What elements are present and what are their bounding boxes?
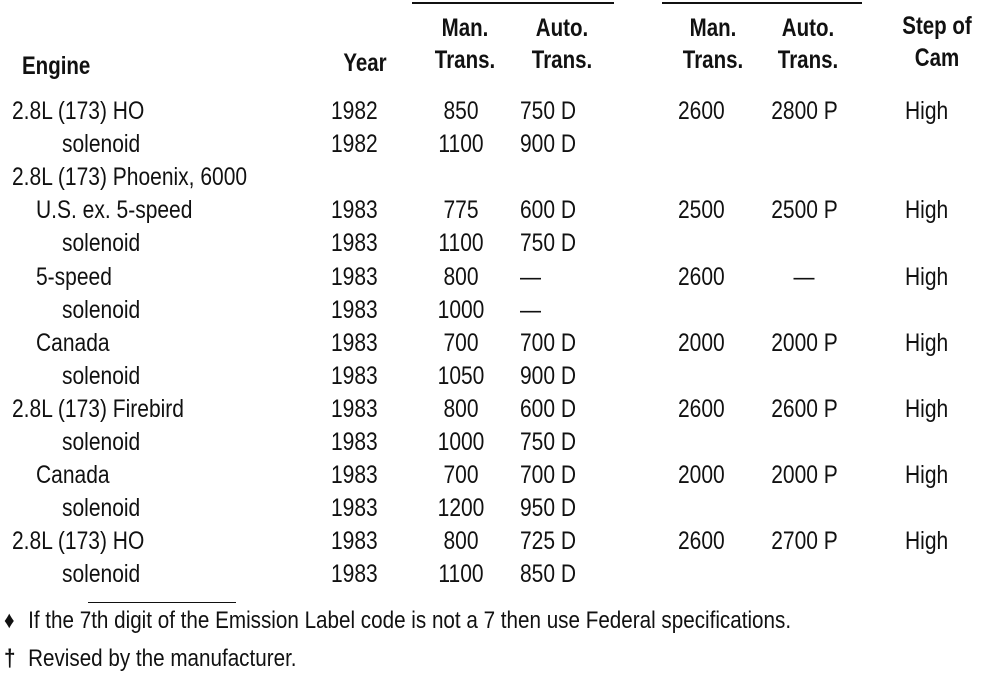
cell-step-of-cam: High <box>905 97 949 125</box>
cell-year: 1983 <box>331 428 378 456</box>
header-auto-trans-1-line1: Auto. <box>535 14 589 42</box>
cell-auto-trans-2: 2600 P <box>771 395 838 423</box>
cell-engine: solenoid <box>62 428 141 456</box>
cell-man-trans-1: 1000 <box>437 296 485 324</box>
cell-auto-trans-1: 700 D <box>520 329 577 357</box>
cell-auto-trans-1: 700 D <box>520 461 577 489</box>
cell-man-trans-2: 2600 <box>678 97 725 125</box>
header-man-trans-1 <box>428 12 502 76</box>
cell-man-trans-1: 800 <box>443 395 479 423</box>
cell-year: 1983 <box>331 362 378 390</box>
cell-year: 1983 <box>331 560 378 588</box>
cell-engine: solenoid <box>62 296 141 324</box>
header-auto-trans-1 <box>524 12 599 76</box>
cell-man-trans-1: 1100 <box>438 130 484 158</box>
header-step-of-cam <box>892 10 982 74</box>
cell-man-trans-1: 1000 <box>437 428 485 456</box>
cell-engine: Canada <box>36 461 110 489</box>
cell-man-trans-1: 1100 <box>438 560 484 588</box>
cell-auto-trans-1: 600 D <box>520 395 577 423</box>
cell-auto-trans-2: 2700 P <box>771 527 838 555</box>
footnote-revised <box>4 644 297 674</box>
diamond-icon: ♦ <box>4 607 15 634</box>
cell-auto-trans-2: — <box>793 263 815 291</box>
cell-auto-trans-1: 750 D <box>520 428 577 456</box>
header-auto-trans-2-line1: Auto. <box>781 14 835 42</box>
header-man-trans-2-line2: Trans. <box>682 46 744 74</box>
cell-engine: U.S. ex. 5-speed <box>36 196 193 224</box>
cell-man-trans-1: 1100 <box>438 229 484 257</box>
cell-man-trans-1: 775 <box>443 196 479 224</box>
cell-auto-trans-1: 725 D <box>520 527 577 555</box>
header-engine: Engine <box>22 52 91 80</box>
header-man-trans-1-line2: Trans. <box>434 46 496 74</box>
cell-man-trans-1: 1200 <box>437 494 485 522</box>
cell-engine: 5-speed <box>36 263 112 291</box>
dagger-icon: † <box>4 645 16 672</box>
cell-man-trans-1: 800 <box>443 527 479 555</box>
header-rule-group-2 <box>662 2 862 4</box>
cell-man-trans-1: 850 <box>443 97 479 125</box>
footnote-federal <box>4 606 791 636</box>
cell-step-of-cam: High <box>905 329 949 357</box>
cell-year: 1983 <box>331 229 378 257</box>
cell-man-trans-2: 2600 <box>678 395 725 423</box>
cell-auto-trans-2: 2500 P <box>771 196 838 224</box>
cell-year: 1983 <box>331 494 378 522</box>
cell-step-of-cam: High <box>905 461 949 489</box>
cell-man-trans-2: 2500 <box>678 196 725 224</box>
cell-auto-trans-2: 2000 P <box>771 329 838 357</box>
footnote-revised-text: Revised by the manufacturer. <box>28 645 297 672</box>
footnote-rule <box>88 602 236 603</box>
cell-man-trans-2: 2000 <box>678 461 725 489</box>
cell-auto-trans-1: — <box>520 263 541 291</box>
cell-auto-trans-1: — <box>520 296 541 324</box>
cell-engine: Canada <box>36 329 110 357</box>
cell-year: 1983 <box>331 329 378 357</box>
header-auto-trans-2 <box>770 12 845 76</box>
cell-step-of-cam: High <box>905 395 949 423</box>
cell-engine: 2.8L (173) HO <box>12 527 145 555</box>
header-man-trans-2 <box>676 12 750 76</box>
header-auto-trans-1-line2: Trans. <box>531 46 593 74</box>
cell-man-trans-1: 1050 <box>437 362 485 390</box>
cell-auto-trans-1: 850 D <box>520 560 577 588</box>
cell-engine: solenoid <box>62 362 141 390</box>
cell-year: 1983 <box>331 527 378 555</box>
cell-engine: 2.8L (173) Phoenix, 6000 <box>12 163 248 191</box>
header-step-of-cam-line2: Cam <box>914 44 960 72</box>
cell-engine: 2.8L (173) Firebird <box>12 395 184 423</box>
cell-step-of-cam: High <box>905 527 949 555</box>
cell-year: 1983 <box>331 461 378 489</box>
cell-man-trans-2: 2000 <box>678 329 725 357</box>
cell-man-trans-2: 2600 <box>678 263 725 291</box>
cell-auto-trans-2: 2000 P <box>771 461 838 489</box>
cell-year: 1982 <box>331 130 378 158</box>
cell-year: 1982 <box>331 97 378 125</box>
cell-auto-trans-1: 600 D <box>520 196 577 224</box>
cell-engine: solenoid <box>62 494 141 522</box>
header-man-trans-2-line1: Man. <box>689 14 737 42</box>
header-step-of-cam-line1: Step of <box>902 12 972 40</box>
cell-auto-trans-1: 750 D <box>520 97 577 125</box>
header-man-trans-1-line1: Man. <box>441 14 489 42</box>
cell-auto-trans-2: 2800 P <box>771 97 838 125</box>
cell-year: 1983 <box>331 296 378 324</box>
cell-engine: 2.8L (173) HO <box>12 97 145 125</box>
cell-man-trans-1: 700 <box>443 329 479 357</box>
footnote-federal-text: If the 7th digit of the Emission Label code is not a 7 then use Federal specifications. <box>28 607 792 634</box>
header-rule-group-1 <box>412 2 614 4</box>
cell-engine: solenoid <box>62 560 141 588</box>
cell-man-trans-2: 2600 <box>678 527 725 555</box>
cell-year: 1983 <box>331 395 378 423</box>
cell-auto-trans-1: 900 D <box>520 130 577 158</box>
cell-man-trans-1: 700 <box>443 461 479 489</box>
cell-man-trans-1: 800 <box>443 263 479 291</box>
cell-auto-trans-1: 750 D <box>520 229 577 257</box>
cell-auto-trans-1: 900 D <box>520 362 577 390</box>
cell-auto-trans-1: 950 D <box>520 494 577 522</box>
header-year: Year <box>343 49 387 77</box>
cell-year: 1983 <box>331 263 378 291</box>
header-auto-trans-2-line2: Trans. <box>777 46 839 74</box>
cell-year: 1983 <box>331 196 378 224</box>
cell-step-of-cam: High <box>905 263 949 291</box>
cell-step-of-cam: High <box>905 196 949 224</box>
cell-engine: solenoid <box>62 130 141 158</box>
cell-engine: solenoid <box>62 229 141 257</box>
